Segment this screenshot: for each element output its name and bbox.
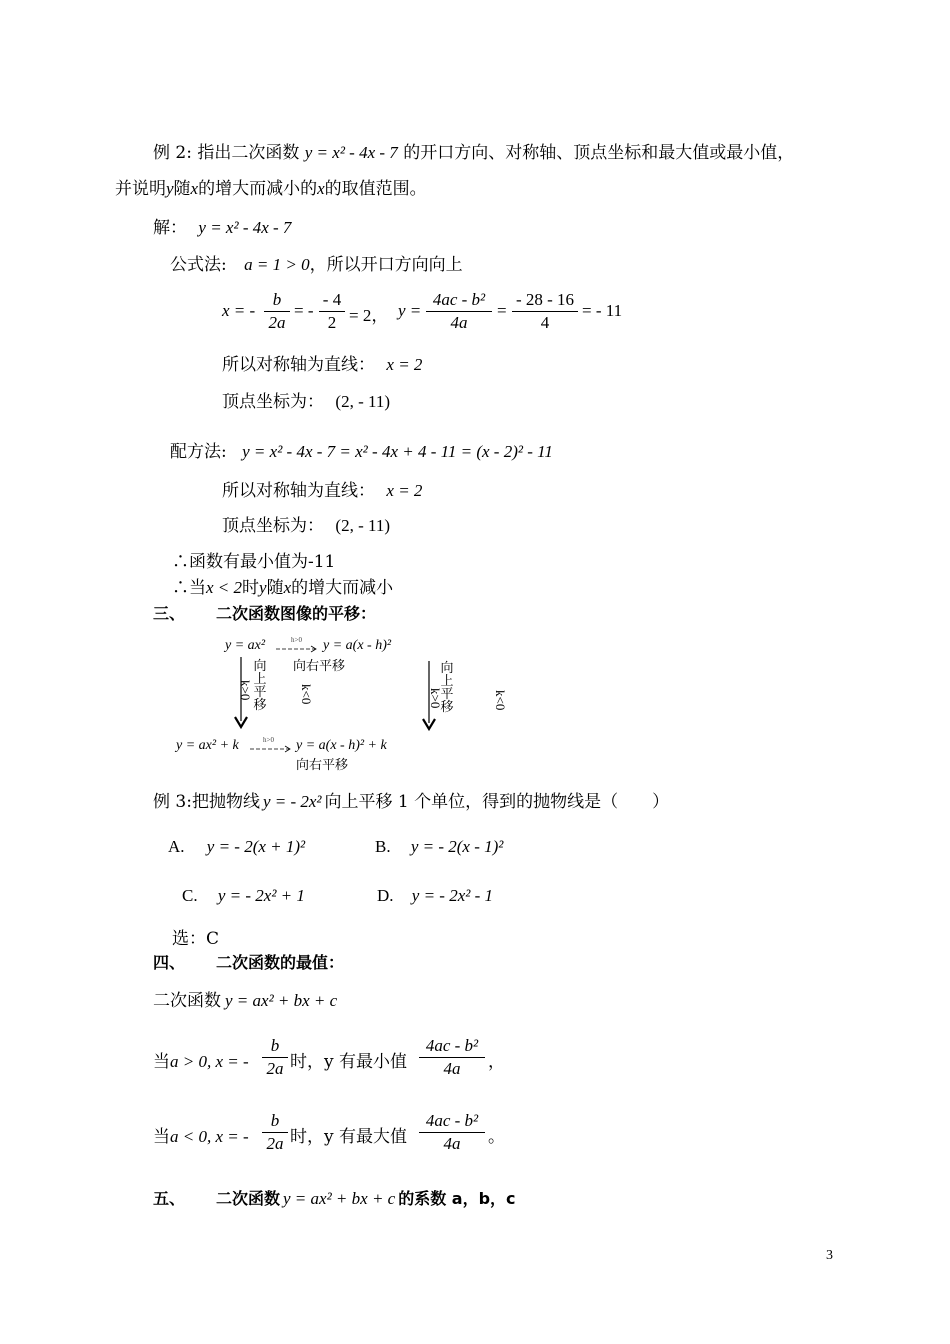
min-text: 当 [153,1052,170,1072]
fraction-numeric [512,289,578,334]
section5-equation: y = ax² + bx + c [283,1189,396,1208]
min-value-fraction [419,1035,485,1080]
diagram-bottom-arrow-label: h>0 [263,736,274,744]
ex3-question [153,787,669,812]
formula-text: ，所以开口方向向上 [309,255,463,275]
formula-method-label: 公式法: [170,255,227,275]
max-x-fraction [262,1110,288,1155]
var-x: x [317,179,325,198]
diagram-left-vertical-label: 向上平移 [253,659,267,713]
axis-line [222,350,422,375]
ex2-text: 例 2: 指出二次函数 [153,143,300,163]
diagram-bottom-under: 向右平移 [296,758,349,773]
axis-label: 所以对称轴为直线： [222,355,375,375]
fraction-numerator: - 28 - 16 [515,290,575,309]
diagram-left-k1: k>0 [238,680,253,701]
complete-square-line [170,437,553,462]
ex3-answer: 选：C [172,929,220,949]
section3-title: 二次函数图像的平移： [216,604,377,623]
fraction-numerator: 4ac - b² [425,1036,479,1055]
var-x: x [190,179,199,198]
diagram-right-k2: k<0 [493,690,508,711]
var-y: y [259,578,267,597]
diagram-bottom-arrow [250,745,296,753]
eq-2: = 2， [349,306,389,325]
fraction-denominator: 2a [266,1134,284,1153]
option-label: C. [182,886,198,905]
fraction-denominator: 4a [443,1134,461,1153]
page-number: 3 [826,1248,833,1263]
min-condition: a > 0, x = - [170,1052,249,1071]
min-end: ， [488,1052,505,1072]
solution-label: 解： [153,218,187,238]
fraction-denominator: 2a [268,313,286,332]
ex2-line2 [115,174,427,199]
diagram-bottom-right: y = a(x - h)² + k [296,738,387,753]
formula-method-line [170,250,463,275]
ex2-text: 的开口方向、对称轴、顶点坐标和最大值或最小值， [403,143,795,163]
y-eq-prefix: y = [398,301,422,320]
vertex-label: 顶点坐标为： [222,392,324,412]
ex2-text: 的取值范围。 [324,179,427,199]
fraction-numerator: b [270,1111,280,1130]
max-text: 时，y 有最大值 [290,1127,408,1147]
vertex-line [222,387,390,412]
fraction-numerator: b [270,1036,280,1055]
option-label: B. [375,837,391,856]
fraction-denominator: 4 [540,313,550,332]
section5-text: 二次函数 [216,1189,281,1208]
ex2-line1 [153,138,794,163]
option-equation: y = - 2(x - 1)² [410,837,504,856]
section5-title [216,1186,516,1209]
formula-condition: a = 1 > 0 [244,255,310,274]
section5-number: 五、 [153,1189,186,1208]
eq-result: = - 11 [582,301,623,320]
ex2-text: 并说明 [115,179,166,199]
diagram-top-arrow-label: h>0 [291,636,302,644]
fraction-b-2a [264,289,290,334]
diagram-bottom-left: y = ax² + k [176,738,239,753]
vertex-line-2 [222,511,390,536]
eq-mid: = - [294,301,314,320]
section4-number: 四、 [153,953,186,972]
x-eq-prefix: x = - [222,301,256,320]
option-equation: y = - 2(x + 1)² [206,837,306,856]
var-y: y [166,179,174,198]
fraction-numerator: - 4 [322,290,342,309]
ex2-text: 的增大而减小的 [198,179,318,199]
ex3-option-b [375,837,503,857]
conclusion-decreasing [172,573,393,598]
fraction-vertex-y [426,289,492,334]
conclusion-text: 时 [242,578,260,598]
vertex-value: (2, - 11) [335,516,391,535]
axis-value: x = 2 [386,355,423,374]
min-text: 时，y 有最小值 [290,1052,408,1072]
fraction-numerator: b [272,290,282,309]
diagram-right-vertical-label: 向上平移 [440,661,454,715]
max-value-fraction [419,1110,485,1155]
axis-label: 所以对称轴为直线： [222,481,375,501]
diagram-top-right: y = a(x - h)² [323,638,392,653]
diagram-top-under: 向右平移 [293,659,346,674]
axis-value: x = 2 [386,481,423,500]
option-label: D. [377,886,394,905]
section4-title: 二次函数的最值： [216,953,345,972]
intro-equation: y = ax² + bx + c [225,991,338,1010]
section5-text: 的系数 a，b，c [398,1189,516,1208]
ex3-option-a [168,837,305,857]
option-equation: y = - 2x² - 1 [411,886,494,905]
fraction-denominator: 4a [450,313,468,332]
max-line-prefix [153,1122,249,1147]
option-label: A. [168,837,185,856]
fraction-numerator: 4ac - b² [425,1111,479,1130]
axis-line-2 [222,476,422,501]
fraction-neg4-2 [319,289,345,334]
var-x: x [283,578,292,597]
solution-line [153,213,291,238]
ex3-equation: y = - 2x² [262,792,322,811]
diagram-left-k2: k<0 [299,684,314,705]
complete-square-label: 配方法: [170,442,227,462]
conclusion-condition: x < 2 [206,578,243,597]
fraction-denominator: 4a [443,1059,461,1078]
conclusion-text: ∴当 [172,578,206,598]
ex3-text: 向上平移 1 个单位，得到的抛物线是（ ） [324,792,670,812]
vertex-label: 顶点坐标为： [222,516,324,536]
solution-equation: y = x² - 4x - 7 [198,218,292,237]
conclusion-min: ∴函数有最小值为-11 [172,552,336,572]
min-x-fraction [262,1035,288,1080]
fraction-numerator: 4ac - b² [432,290,486,309]
max-text: 当 [153,1127,170,1147]
diagram-right-k1: k>0 [428,688,443,709]
ex2-equation: y = x² - 4x - 7 [304,143,398,162]
ex3-option-d [377,886,493,906]
max-condition: a < 0, x = - [170,1127,249,1146]
complete-square-equation: y = x² - 4x - 7 = x² - 4x + 4 - 11 = (x - 2)² - 11 [242,442,553,461]
section3-number: 三、 [153,604,186,623]
ex2-text: 随 [173,179,191,199]
ex3-text: 例 3:把抛物线 [153,792,260,812]
fraction-denominator: 2a [266,1059,284,1078]
fraction-denominator: 2 [327,313,337,332]
diagram-top-left: y = ax² [225,638,266,653]
intro-text: 二次函数 [153,991,221,1011]
conclusion-text: 的增大而减小 [291,578,394,598]
vertex-value: (2, - 11) [335,392,391,411]
min-line-prefix [153,1047,249,1072]
eq-sign: = [497,301,507,320]
diagram-top-arrow [276,645,322,653]
max-end: 。 [488,1127,505,1147]
option-equation: y = - 2x² + 1 [217,886,305,905]
conclusion-text: 随 [266,578,284,598]
ex3-option-c [182,886,305,906]
section4-intro [153,986,337,1011]
